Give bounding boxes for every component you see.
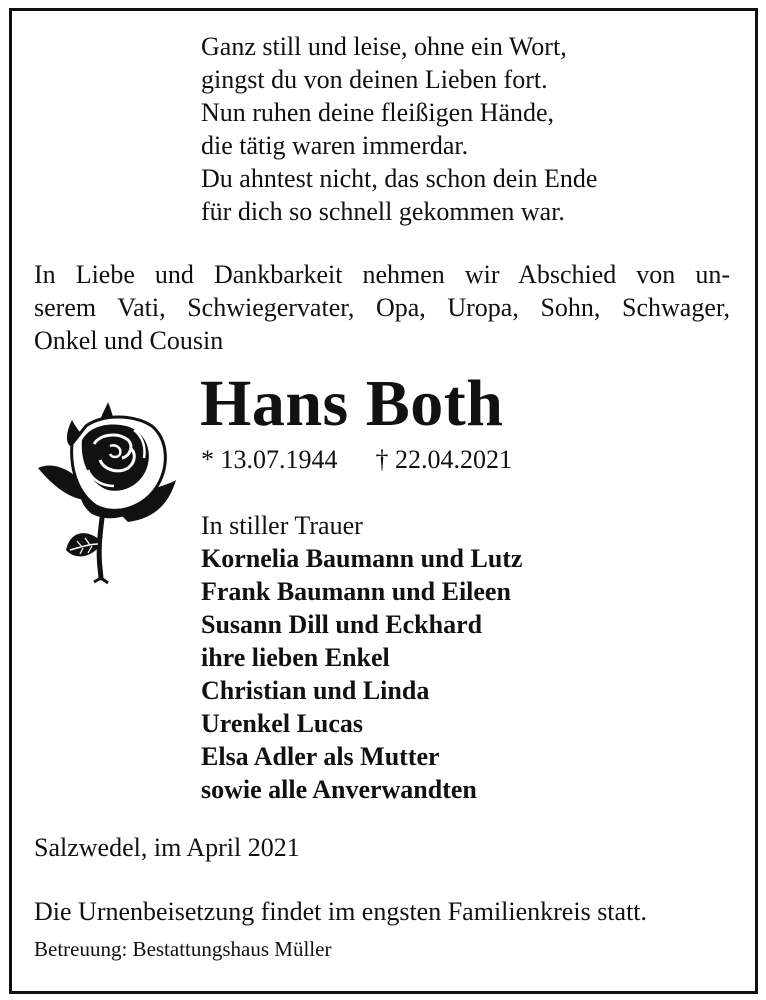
mourners-lead: In stiller Trauer bbox=[201, 511, 363, 540]
poem-line: Ganz still und leise, ohne ein Wort, bbox=[201, 32, 567, 61]
burial-note: Die Urnenbeisetzung findet im engsten Familienkreis statt. bbox=[34, 897, 648, 926]
funeral-home-note: Betreuung: Bestattungshaus Müller bbox=[34, 937, 332, 961]
mourner-name: Frank Baumann und Eileen bbox=[201, 577, 511, 606]
life-dates bbox=[201, 444, 512, 476]
mourner-name: sowie alle Anverwandten bbox=[201, 775, 477, 804]
mourner-name: Susann Dill und Eckhard bbox=[201, 610, 483, 639]
rose-icon bbox=[30, 400, 180, 590]
memorial-poem bbox=[201, 30, 597, 228]
birth-date: * 13.07.1944 bbox=[201, 445, 338, 474]
poem-line: für dich so schnell gekommen war. bbox=[201, 197, 565, 226]
mourner-name: Elsa Adler als Mutter bbox=[201, 742, 440, 771]
farewell-line: Onkel und Cousin bbox=[34, 326, 224, 355]
poem-line: Nun ruhen deine fleißigen Hände, bbox=[201, 98, 555, 127]
deceased-name: Hans Both bbox=[200, 367, 504, 440]
mourner-name: Kornelia Baumann und Lutz bbox=[201, 544, 523, 573]
death-date: † 22.04.2021 bbox=[375, 445, 512, 474]
mourner-name: Christian und Linda bbox=[201, 676, 430, 705]
farewell-line: serem Vati, Schwiegervater, Opa, Uropa, Sohn, Schwager, bbox=[34, 293, 730, 322]
mourner-name: ihre lieben Enkel bbox=[201, 643, 390, 672]
poem-line: die tätig waren immerdar. bbox=[201, 131, 469, 160]
farewell-text bbox=[34, 258, 730, 357]
poem-line: gingst du von deinen Lieben fort. bbox=[201, 65, 548, 94]
farewell-line: In Liebe und Dankbarkeit nehmen wir Abschied von un- bbox=[34, 260, 730, 289]
mourner-name: Urenkel Lucas bbox=[201, 709, 364, 738]
mourners-list bbox=[201, 509, 522, 806]
poem-line: Du ahntest nicht, das schon dein Ende bbox=[201, 164, 598, 193]
place-date: Salzwedel, im April 2021 bbox=[34, 833, 300, 862]
